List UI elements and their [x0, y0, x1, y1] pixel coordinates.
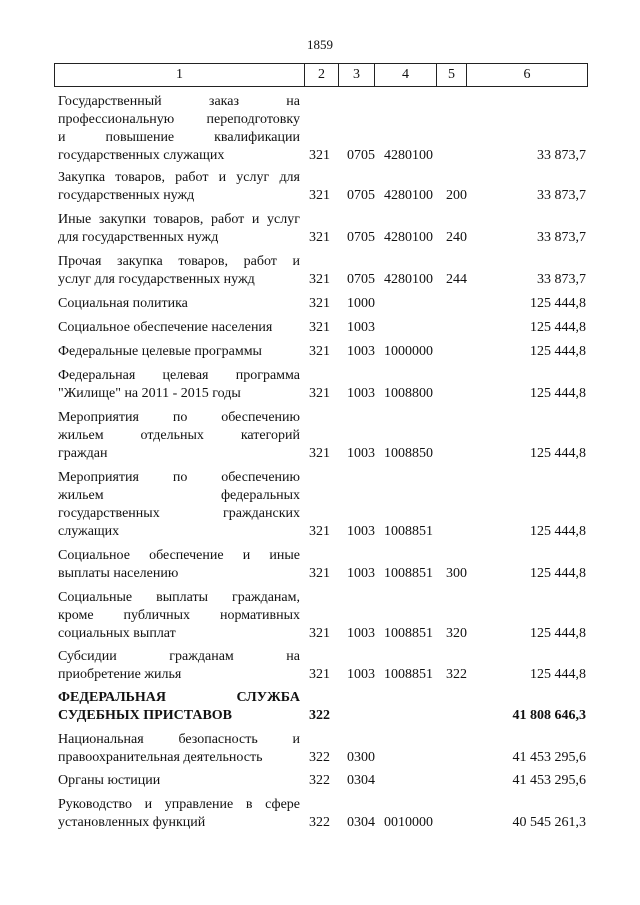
code-vedomstvo-cell: 321 [309, 296, 330, 311]
description-line: Социальная политика [58, 296, 188, 311]
code-statya-cell: 1008850 [384, 446, 433, 461]
description-line: выплаты населению [58, 566, 179, 581]
code-razdel-cell: 0304 [347, 773, 375, 788]
description-line: Органы юстиции [58, 773, 161, 788]
description-line: служащих [58, 524, 120, 539]
description-line: Руководство и управление в сфере [58, 797, 300, 812]
code-vedomstvo-cell: 321 [309, 188, 330, 203]
code-razdel-cell: 0304 [347, 815, 375, 830]
row-description [58, 648, 300, 684]
amount-cell: 125 444,8 [530, 446, 586, 461]
code-statya-cell: 4280100 [384, 148, 433, 163]
code-razdel-cell: 0705 [347, 188, 375, 203]
description-line: для государственных нужд [58, 230, 219, 245]
code-razdel-cell: 1003 [347, 566, 375, 581]
description-line: услуг для государственных нужд [58, 272, 255, 287]
code-statya-cell: 1008851 [384, 667, 433, 682]
code-vedomstvo-cell: 321 [309, 148, 330, 163]
code-razdel-cell: 0300 [347, 750, 375, 765]
description-line: социальных выплат [58, 626, 176, 641]
code-razdel-cell: 1003 [347, 344, 375, 359]
code-vedomstvo-cell: 321 [309, 230, 330, 245]
description-line: профессиональную переподготовку [58, 112, 300, 127]
description-line: Национальная безопасность и [58, 732, 300, 747]
description-line: Социальное обеспечение населения [58, 320, 273, 335]
amount-cell: 41 453 295,6 [512, 750, 586, 765]
amount-cell: 125 444,8 [530, 566, 586, 581]
amount-cell: 125 444,8 [530, 524, 586, 539]
code-statya-cell: 1008800 [384, 386, 433, 401]
header-col-4: 4 [375, 64, 437, 86]
header-col-1: 1 [55, 64, 305, 86]
description-line: Мероприятия по обеспечению [58, 470, 300, 485]
table-header [54, 63, 588, 87]
description-line: Государственный заказ на [58, 94, 300, 109]
amount-cell: 33 873,7 [537, 272, 586, 287]
description-line: СУДЕБНЫХ ПРИСТАВОВ [58, 708, 233, 723]
row-description [58, 796, 300, 832]
code-vid-cell: 322 [446, 667, 467, 682]
description-line: "Жилище" на 2011 - 2015 годы [58, 386, 241, 401]
amount-cell: 125 444,8 [530, 667, 586, 682]
code-razdel-cell: 1003 [347, 320, 375, 335]
description-line: установленных функций [58, 815, 206, 830]
description-line: граждан [58, 446, 108, 461]
code-vedomstvo-cell: 321 [309, 386, 330, 401]
code-razdel-cell: 1003 [347, 446, 375, 461]
amount-cell: 125 444,8 [530, 344, 586, 359]
amount-cell: 40 545 261,3 [512, 815, 586, 830]
row-description [58, 295, 300, 313]
description-line: Иные закупки товаров, работ и услуг [58, 212, 300, 227]
header-col-2: 2 [305, 64, 339, 86]
code-razdel-cell: 1003 [347, 667, 375, 682]
code-statya-cell: 4280100 [384, 188, 433, 203]
description-line: государственных гражданских [58, 506, 300, 521]
amount-cell: 33 873,7 [537, 148, 586, 163]
code-vedomstvo-cell: 321 [309, 626, 330, 641]
code-vedomstvo-cell: 322 [309, 750, 330, 765]
code-vid-cell: 300 [446, 566, 467, 581]
description-line: Субсидии гражданам на [58, 649, 300, 664]
description-line: Федеральная целевая программа [58, 368, 300, 383]
header-col-3: 3 [339, 64, 375, 86]
row-description [58, 469, 300, 541]
code-statya-cell: 1008851 [384, 566, 433, 581]
description-line: жильем отдельных категорий [58, 428, 300, 443]
code-razdel-cell: 1003 [347, 386, 375, 401]
row-description [58, 211, 300, 247]
code-vedomstvo-cell: 321 [309, 272, 330, 287]
code-vedomstvo-cell: 321 [309, 344, 330, 359]
description-line: государственных служащих [58, 148, 225, 163]
code-vedomstvo-cell: 322 [309, 815, 330, 830]
amount-cell: 125 444,8 [530, 386, 586, 401]
description-line: Прочая закупка товаров, работ и [58, 254, 300, 269]
row-description [58, 343, 300, 361]
code-razdel-cell: 1003 [347, 524, 375, 539]
code-vedomstvo-cell: 321 [309, 524, 330, 539]
code-vedomstvo-cell: 321 [309, 667, 330, 682]
description-line: и повышение квалификации [58, 130, 300, 145]
row-description [58, 253, 300, 289]
amount-cell: 125 444,8 [530, 296, 586, 311]
code-vedomstvo-cell: 321 [309, 566, 330, 581]
row-description [58, 409, 300, 463]
description-line: Закупка товаров, работ и услуг для [58, 170, 300, 185]
description-line: кроме публичных нормативных [58, 608, 300, 623]
description-line: Мероприятия по обеспечению [58, 410, 300, 425]
code-razdel-cell: 0705 [347, 230, 375, 245]
amount-cell: 33 873,7 [537, 230, 586, 245]
code-statya-cell: 4280100 [384, 230, 433, 245]
row-description [58, 589, 300, 643]
description-line: Социальные выплаты гражданам, [58, 590, 300, 605]
code-razdel-cell: 0705 [347, 148, 375, 163]
code-vedomstvo-cell: 322 [309, 708, 330, 723]
row-description [58, 93, 300, 165]
page-number: 1859 [307, 37, 333, 52]
row-description [58, 547, 300, 583]
amount-cell: 33 873,7 [537, 188, 586, 203]
description-line: жильем федеральных [58, 488, 300, 503]
code-razdel-cell: 0705 [347, 272, 375, 287]
code-vid-cell: 200 [446, 188, 467, 203]
code-razdel-cell: 1003 [347, 626, 375, 641]
row-description [58, 169, 300, 205]
code-vid-cell: 240 [446, 230, 467, 245]
code-vedomstvo-cell: 321 [309, 320, 330, 335]
code-statya-cell: 1008851 [384, 524, 433, 539]
description-line: государственных нужд [58, 188, 195, 203]
amount-cell: 125 444,8 [530, 626, 586, 641]
code-vedomstvo-cell: 321 [309, 446, 330, 461]
code-statya-cell: 4280100 [384, 272, 433, 287]
code-razdel-cell: 1000 [347, 296, 375, 311]
description-line: правоохранительная деятельность [58, 750, 263, 765]
amount-cell: 41 808 646,3 [512, 708, 586, 723]
row-description [58, 731, 300, 767]
description-line: Федеральные целевые программы [58, 344, 262, 359]
description-line: ФЕДЕРАЛЬНАЯ СЛУЖБА [58, 690, 300, 705]
code-vid-cell: 320 [446, 626, 467, 641]
header-col-6: 6 [523, 67, 531, 82]
code-statya-cell: 1008851 [384, 626, 433, 641]
description-line: Социальное обеспечение и иные [58, 548, 300, 563]
row-description [58, 689, 300, 725]
code-statya-cell: 1000000 [384, 344, 433, 359]
amount-cell: 125 444,8 [530, 320, 586, 335]
amount-cell: 41 453 295,6 [512, 773, 586, 788]
description-line: приобретение жилья [58, 667, 182, 682]
row-description [58, 772, 300, 790]
row-description [58, 367, 300, 403]
row-description [58, 319, 300, 337]
header-col-5: 5 [437, 64, 467, 86]
code-vedomstvo-cell: 322 [309, 773, 330, 788]
code-statya-cell: 0010000 [384, 815, 433, 830]
code-vid-cell: 244 [446, 272, 467, 287]
